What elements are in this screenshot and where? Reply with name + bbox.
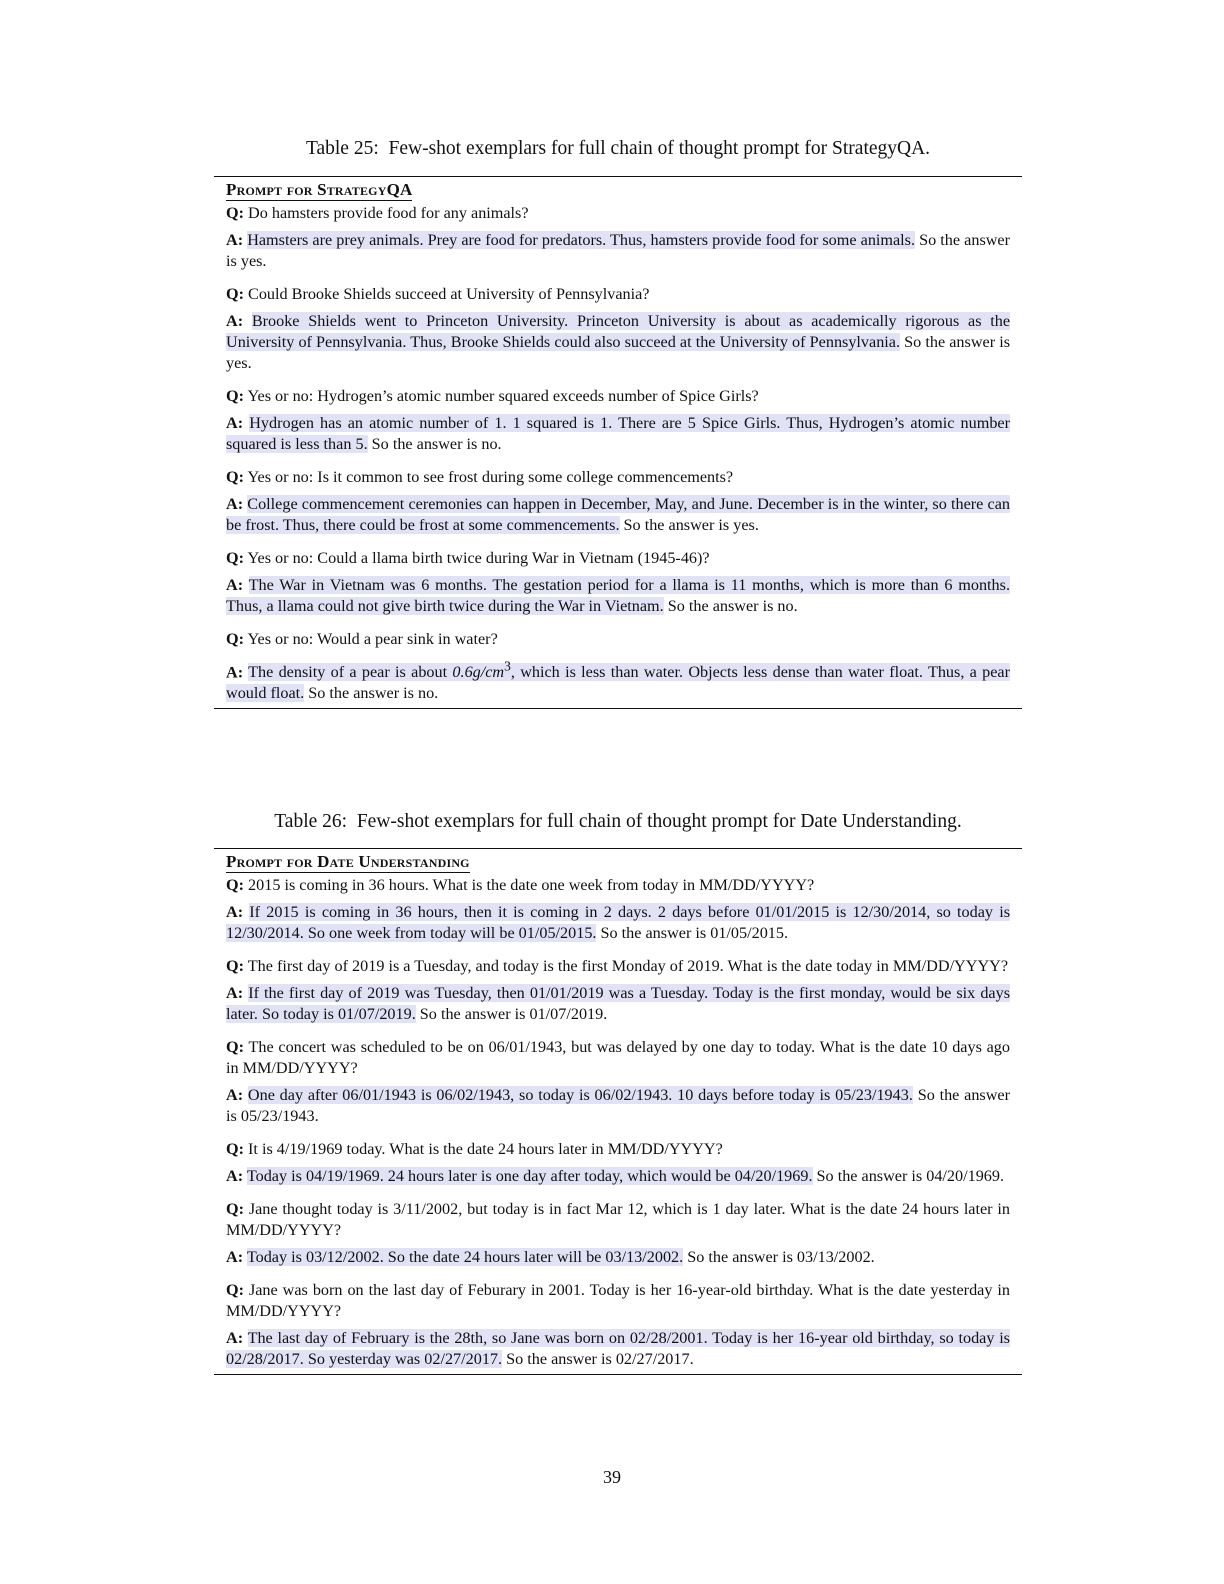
answer: A: Today is 04/19/1969. 24 hours later is one day after today, which would be 04/20/1969. So the answer is 04/20/1969. [226,1167,1005,1185]
answer: A: The last day of February is the 28th, so Jane was born on 02/28/2001. Today is her 16-year old birthday, so today is 02/28/2017. So yesterday was 02/27/2017. So the answer is 02/27/2017. [226,1329,1010,1368]
question: Q: Jane thought today is 3/11/2002, but today is in fact Mar 12, which is 1 day later. What is the date 24 hours later in MM/DD/YYYY? [226,1200,1010,1239]
qa-pair [226,467,1010,536]
question: Q: Yes or no: Could a llama birth twice during War in Vietnam (1945-46)? [226,549,710,567]
answer: A: The War in Vietnam was 6 months. The gestation period for a llama is 11 months, which is more than 6 months. Thus, a llama could not give birth twice during the War in Vietnam. So the answer is no. [226,576,1010,615]
qa-pair [226,284,1010,374]
density-exponent: 3 [504,659,511,674]
qa-pair [226,629,1010,704]
question: Q: Jane was born on the last day of Feburary in 2001. Today is her 16-year-old birthday. What is the date yesterday in MM/DD/YYYY? [226,1281,1010,1320]
reasoning-highlight: Brooke Shields went to Princeton University. Princeton University is about as academically rigorous as the University of Pennsylvania. Thus, Brooke Shields could also succeed at the University of Pennsylvania. [226,312,1011,351]
reasoning-highlight: Today is 03/12/2002. So the date 24 hours later will be 03/13/2002. [246,1248,684,1266]
answer: A: The density of a pear is about $0.6g/cm^3$, which is less than water. Objects less dense than water float. Thus, a pear would float. So the answer is no. [226,659,1010,703]
reasoning-highlight: If the first day of 2019 was Tuesday, then 01/01/2019 was a Tuesday. Today is the first monday, would be six days later. So today is 01/07/2019. [226,984,1010,1023]
reasoning-highlight: Today is 04/19/1969. 24 hours later is one day after today, which would be 04/20/1969. [246,1167,813,1185]
question: Q: Could Brooke Shields succeed at University of Pennsylvania? [226,285,650,303]
question: Q: Yes or no: Is it common to see frost during some college commencements? [226,468,734,486]
reasoning-highlight: Hamsters are prey animals. Prey are food for predators. Thus, hamsters provide food for some animals. [247,231,916,249]
question: Q: The concert was scheduled to be on 06/01/1943, but was delayed by one day to today. What is the date 10 days ago in MM/DD/YYYY? [226,1038,1010,1077]
table-26-header: Prompt for Date Understanding [226,852,470,871]
reasoning-highlight: The density of a pear is about $0.6g/cm^3$, which is less than water. Objects less dense than water float. Thus, a pear would float. [226,659,1010,703]
table-25 [214,176,1022,709]
answer: A: Brooke Shields went to Princeton University. Princeton University is about as academically rigorous as the University of Pennsylvania. Thus, Brooke Shields could also succeed at the University of Pennsylvania. So the answer is yes. [226,312,1011,372]
qa-pair [226,1280,1010,1370]
answer: A: If 2015 is coming in 36 hours, then it is coming in 2 days. 2 days before 01/01/2015 is 12/30/2014, so today is 12/30/2014. So one week from today will be 01/05/2015. So the answer is 01/05/2015. [226,903,1011,942]
reasoning-highlight: Hydrogen has an atomic number of 1. 1 squared is 1. There are 5 Spice Girls. Thus, Hydrogen’s atomic number squared is less than 5. [226,414,1011,453]
answer: A: Today is 03/12/2002. So the date 24 hours later will be 03/13/2002. So the answer is 03/13/2002. [226,1248,875,1266]
reasoning-highlight: One day after 06/01/1943 is 06/02/1943, so today is 06/02/1943. 10 days before today is 05/23/1943. [247,1086,913,1104]
question: Q: The first day of 2019 is a Tuesday, and today is the first Monday of 2019. What is the date today in MM/DD/YYYY? [226,957,1009,975]
qa-pair [226,875,1010,944]
qa-pair [226,1037,1010,1127]
qa-pair [226,548,1010,617]
table-25-header: Prompt for StrategyQA [226,180,413,199]
question: Q: It is 4/19/1969 today. What is the date 24 hours later in MM/DD/YYYY? [226,1140,723,1158]
question: Q: Do hamsters provide food for any animals? [226,204,529,222]
table-25-caption: Table 25: Few-shot exemplars for full chain of thought prompt for StrategyQA. [305,138,931,159]
question: Q: 2015 is coming in 36 hours. What is the date one week from today in MM/DD/YYYY? [226,876,815,894]
reasoning-highlight: The last day of February is the 28th, so Jane was born on 02/28/2001. Today is her 16-year old birthday, so today is 02/28/2017. So yesterday was 02/27/2017. [226,1329,1010,1368]
answer: A: Hydrogen has an atomic number of 1. 1 squared is 1. There are 5 Spice Girls. Thus, Hydrogen’s atomic number squared is less than 5. So the answer is no. [226,414,1011,453]
qa-pair [226,1199,1010,1268]
reasoning-highlight: College commencement ceremonies can happen in December, May, and June. December is in the winter, so there can be frost. Thus, there could be frost at some commencements. [226,495,1010,534]
table-26-caption: Table 26: Few-shot exemplars for full chain of thought prompt for Date Understanding. [274,811,962,832]
question: Q: Yes or no: Hydrogen’s atomic number squared exceeds number of Spice Girls? [226,387,759,405]
qa-pair [226,1139,1010,1187]
page-number: 39 [603,1467,621,1487]
answer: A: Hamsters are prey animals. Prey are food for predators. Thus, hamsters provide food for some animals. So the answer is yes. [226,231,1011,270]
table-26 [214,848,1022,1375]
answer: A: One day after 06/01/1943 is 06/02/1943, so today is 06/02/1943. 10 days before today is 05/23/1943. So the answer is 05/23/1943. [226,1086,1010,1125]
qa-pair [226,386,1010,455]
answer: A: College commencement ceremonies can happen in December, May, and June. December is in the winter, so there can be frost. Thus, there could be frost at some commencements. So the answer is yes. [226,495,1010,534]
answer: A: If the first day of 2019 was Tuesday, then 01/01/2019 was a Tuesday. Today is the first monday, would be six days later. So today is 01/07/2019. So the answer is 01/07/2019. [226,984,1010,1023]
reasoning-highlight: If 2015 is coming in 36 hours, then it is coming in 2 days. 2 days before 01/01/2015 is 12/30/2014, so today is 12/30/2014. So one week from today will be 01/05/2015. [226,903,1011,942]
qa-pair [226,956,1010,1025]
qa-pair [226,203,1010,272]
question: Q: Yes or no: Would a pear sink in water? [226,630,498,648]
reasoning-highlight: The War in Vietnam was 6 months. The gestation period for a llama is 11 months, which is more than 6 months. Thus, a llama could not give birth twice during the War in Vietnam. [226,576,1010,615]
density-formula: 0.6g/cm [452,663,505,682]
